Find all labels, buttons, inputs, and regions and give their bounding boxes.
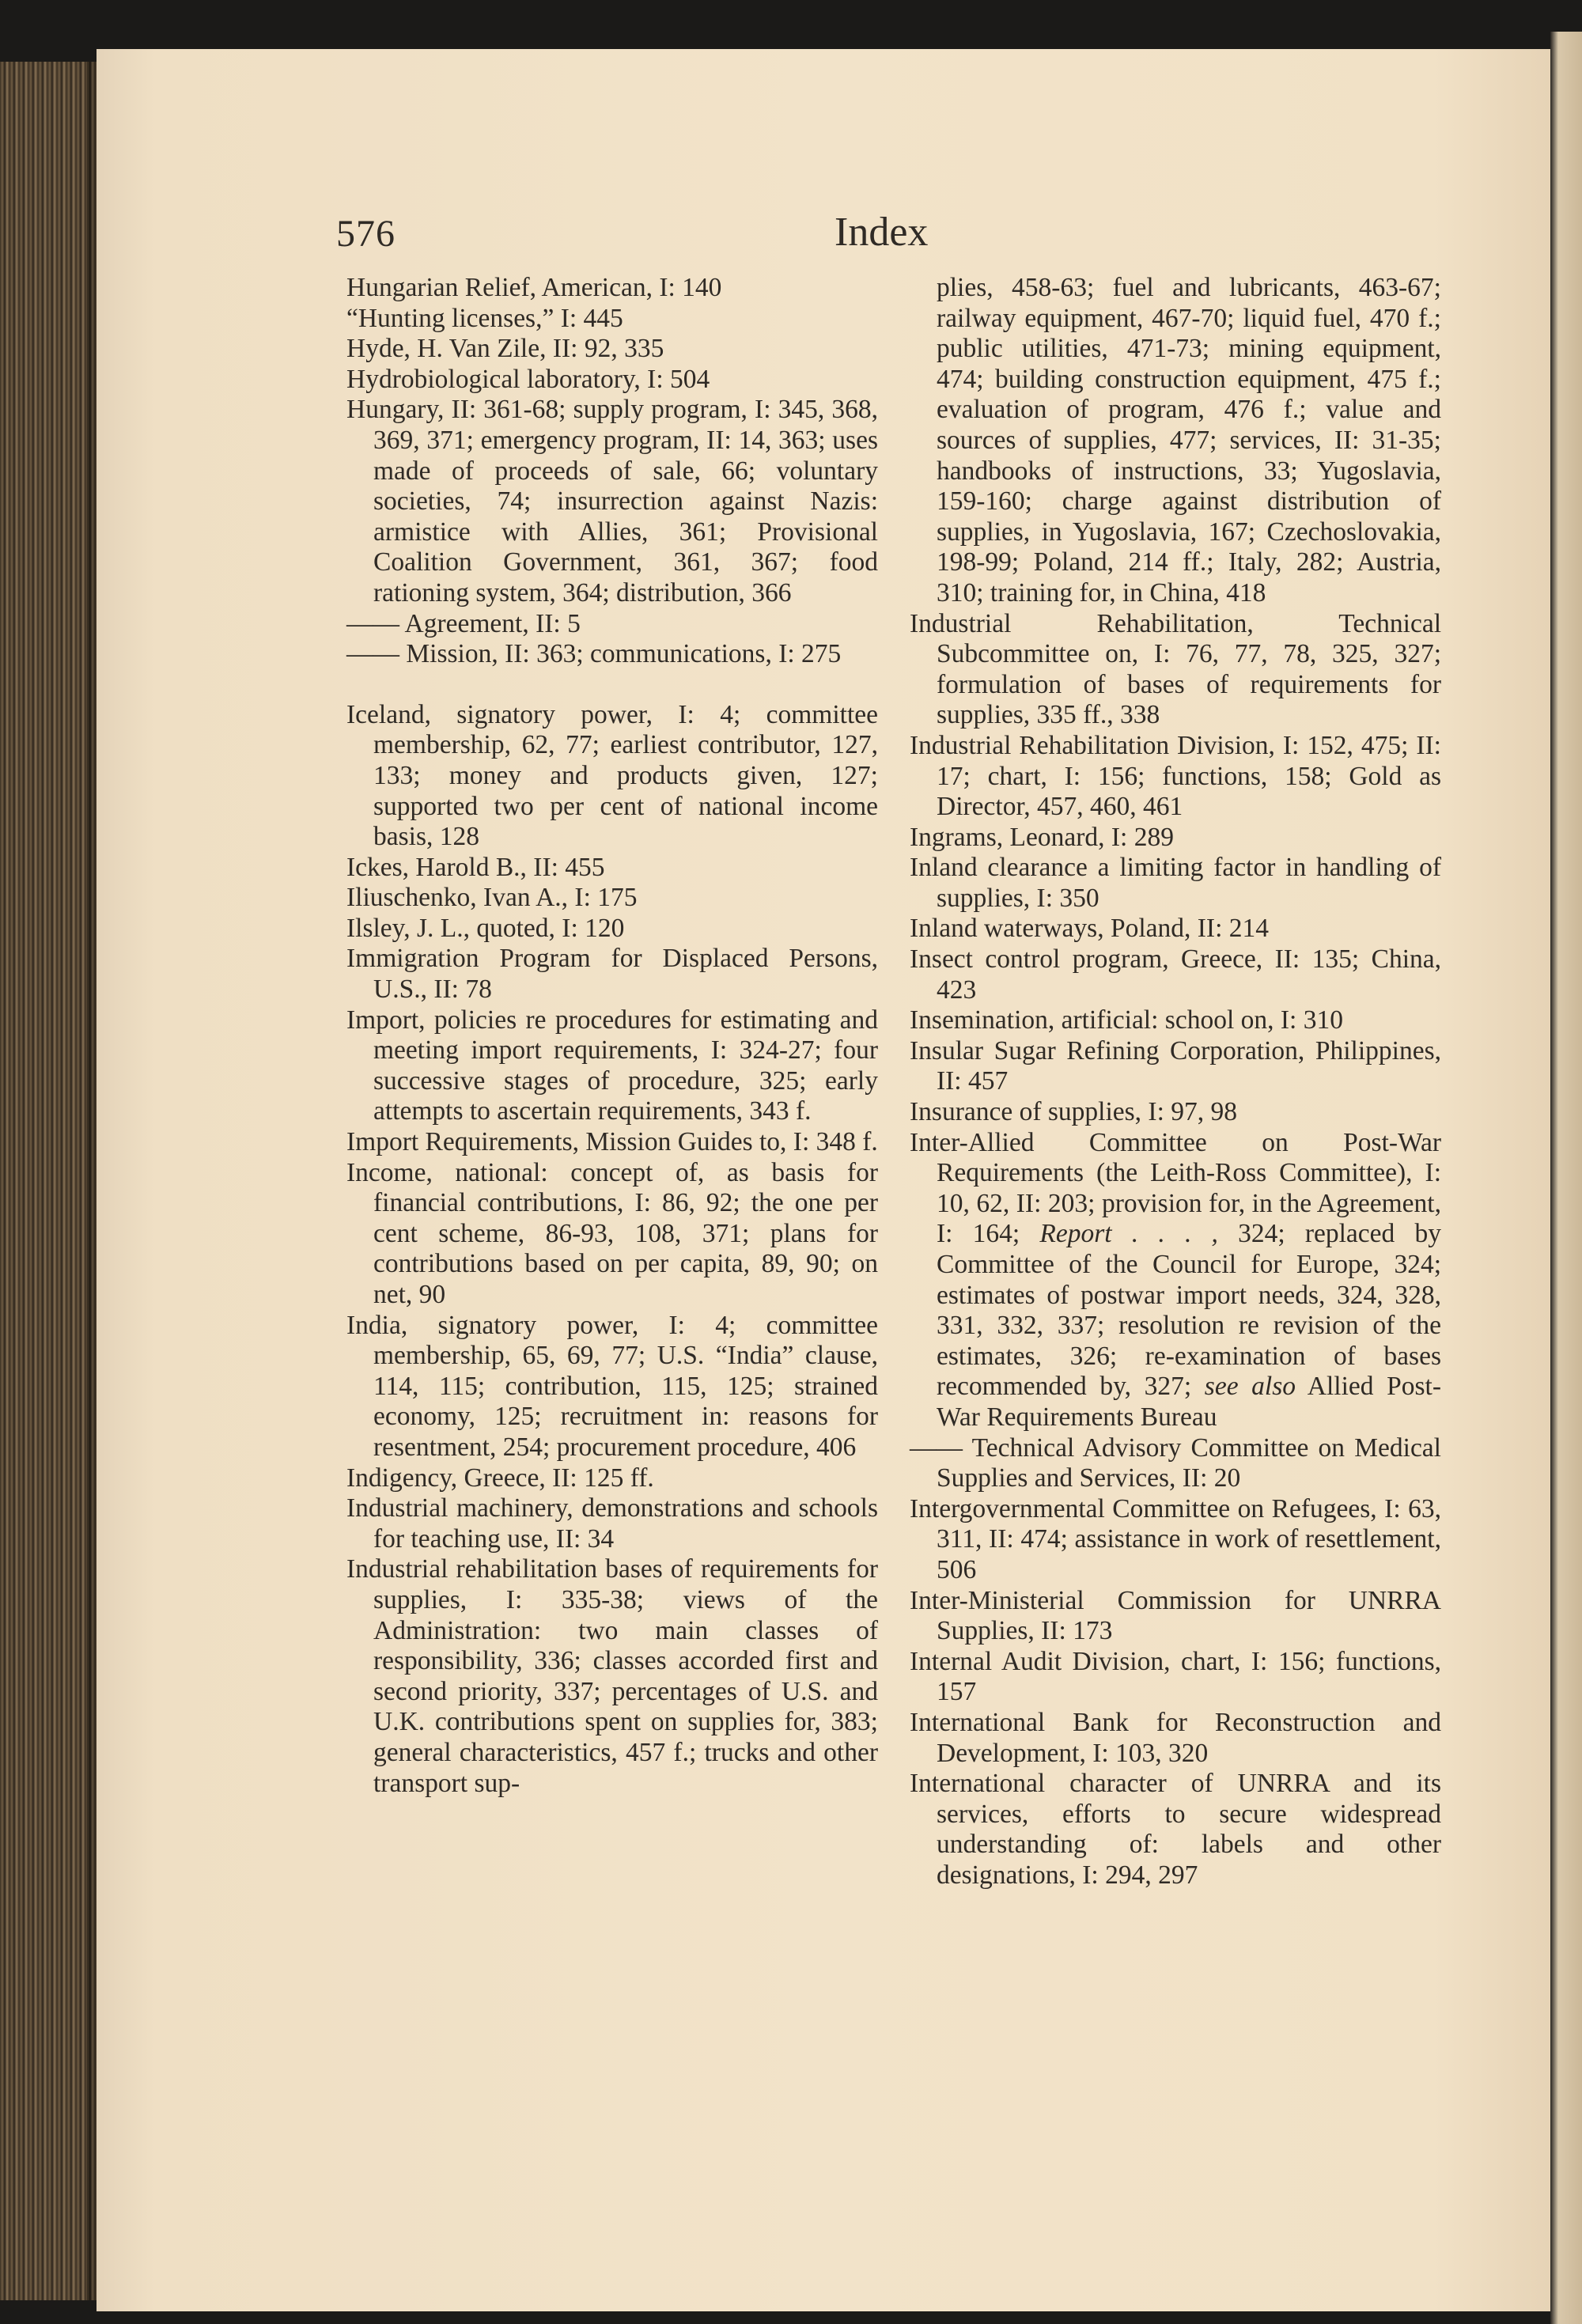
entry-text: 324; replaced by Committee of the Council for Europe, 324; estimates of postwar import needs, 324, 328, 331, 332, 337; resolution re revision of the estimates, 326; re-examination of bases recommended by, 327; [937,1219,1441,1402]
book-fore-edge [0,62,99,2300]
index-entry: India, signatory power, I: 4; committee membership, 65, 69, 77; U.S. “India” clause, 114, 115; contribution, 115, 125; strained economy, 125; recruitment in: reasons for resentment, 254; procurement procedure, 406 [346,1310,878,1462]
index-entry-leith-ross [910,1128,1441,1433]
index-entry: Insular Sugar Refining Corporation, Philippines, II: 457 [910,1035,1441,1096]
index-column-right [910,273,1441,1891]
index-entry: Intergovernmental Committee on Refugees, I: 63, 311, II: 474; assistance in work of resettlement, 506 [910,1493,1441,1584]
index-entry: Import, policies re procedures for estimating and meeting import requirements, I: 324-27; four successive stages of procedure, 325; early attempts to ascertain requirements, 343 f. [346,1005,878,1126]
index-entry: Ickes, Harold B., II: 455 [346,852,605,882]
index-entry: Ilsley, J. L., quoted, I: 120 [346,913,625,943]
index-entry: Hyde, H. Van Zile, II: 92, 335 [346,334,664,364]
index-entry: International Bank for Reconstruction and Development, I: 103, 320 [910,1707,1441,1768]
index-entry: Internal Audit Division, chart, I: 156; functions, 157 [910,1646,1441,1707]
index-entry: Inter-Ministerial Commission for UNRRA Supplies, II: 173 [910,1585,1441,1646]
index-entry-continuation: plies, 458-63; fuel and lubricants, 463-67; railway equipment, 467-70; liquid fuel, 470 f.; public utilities, 471-73; mining equipment, 474; building construction equipment, 475 f.; evaluation of program, 476 f.; value and sources of supplies, 477; services, II: 31-35; handbooks of instructions, 33; Yugoslavia, 159-160; charge against distribution of supplies, in Yugoslavia, 167; Czechoslovakia, 198-99; Poland, 214 ff.; Italy, 282; Austria, 310; training for, in China, 418 [937,273,1441,607]
index-entry: Iceland, signatory power, I: 4; committee membership, 62, 77; earliest contributor, 127, 133; money and products given, 127; supported two per cent of national income basis, 128 [346,699,878,852]
index-entry: Income, national: concept of, as basis for financial contributions, I: 86, 92; the one per cent scheme, 86-93, 108, 371; plans for contributions based on per capita, 89, 90; on net, 90 [346,1157,878,1309]
index-entry: Inland clearance a limiting factor in handling of supplies, I: 350 [910,853,1441,913]
index-entry: Hydrobiological laboratory, I: 504 [346,364,710,394]
page-number: 576 [336,213,396,255]
report-italic: Report . . . , [1039,1219,1218,1249]
index-entry: Ingrams, Leonard, I: 289 [910,822,1174,852]
index-subentry: —— Agreement, II: 5 [346,608,581,638]
index-entry: Hungary, II: 361-68; supply program, I: 345, 368, 369, 371; emergency program, II: 14, 363; uses made of proceeds of sale, 66; voluntary societies, 74; insurrection against Nazis: armistice with Allies, 361; Provisional Coalition Government, 361, 367; food rationing system, 364; distribution, 366 [346,395,878,607]
index-entry: Inland waterways, Poland, II: 214 [910,914,1270,944]
index-entry: International character of UNRRA and its services, efforts to secure widespread understanding of: labels and other designations, I: 294, 297 [910,1769,1441,1890]
running-head: Index [835,210,929,255]
index-subentry: —— Mission, II: 363; communications, I: 275 [346,639,842,669]
index-entry: Iliuschenko, Ivan A., I: 175 [346,883,638,913]
index-subentry: —— Technical Advisory Committee on Medical Supplies and Services, II: 20 [910,1433,1441,1493]
index-entry: Insemination, artificial: school on, I: 310 [910,1005,1343,1035]
index-entry: Hungarian Relief, American, I: 140 [346,273,722,302]
index-column-left [346,273,878,1799]
index-entry: Insurance of supplies, I: 97, 98 [910,1097,1238,1127]
index-entry: Industrial Rehabilitation, Technical Subcommittee on, I: 76, 77, 78, 325, 327; formulation of bases of requirements for supplies, 335 ff., 338 [910,608,1441,730]
index-entry: Insect control program, Greece, II: 135; China, 423 [910,944,1441,1005]
index-entry: Indigency, Greece, II: 125 ff. [346,1463,654,1493]
index-entry: Industrial rehabilitation bases of requirements for supplies, I: 335-38; views of the Administration: two main classes of responsibility, 336; classes accorded first and second priority, 337; percentages of U.S. and U.K. contributions spent on supplies for, 383; general characteristics, 457 f.; trucks and other transport sup- [346,1554,878,1798]
index-entry: Industrial Rehabilitation Division, I: 152, 475; II: 17; chart, I: 156; functions, 158; Gold as Director, 457, 460, 461 [910,730,1441,822]
entry-text: Allied Post-War Requirements Bureau [937,1372,1441,1432]
facing-page-edge [1550,32,1582,2324]
index-entry: Immigration Program for Displaced Persons, U.S., II: 78 [346,944,878,1005]
see-also-italic: see also [1204,1372,1296,1402]
entry-text: Inter-Allied Committee on Post-War Requirements (the Leith-Ross Committee), I: 10, 62, II: 203; provision for, in the Agreement, I: 164; [910,1127,1441,1249]
index-entry: “Hunting licenses,” I: 445 [346,303,623,333]
index-entry: Industrial machinery, demonstrations and schools for teaching use, II: 34 [346,1493,878,1554]
index-entry: Import Requirements, Mission Guides to, I: 348 f. [346,1127,878,1157]
